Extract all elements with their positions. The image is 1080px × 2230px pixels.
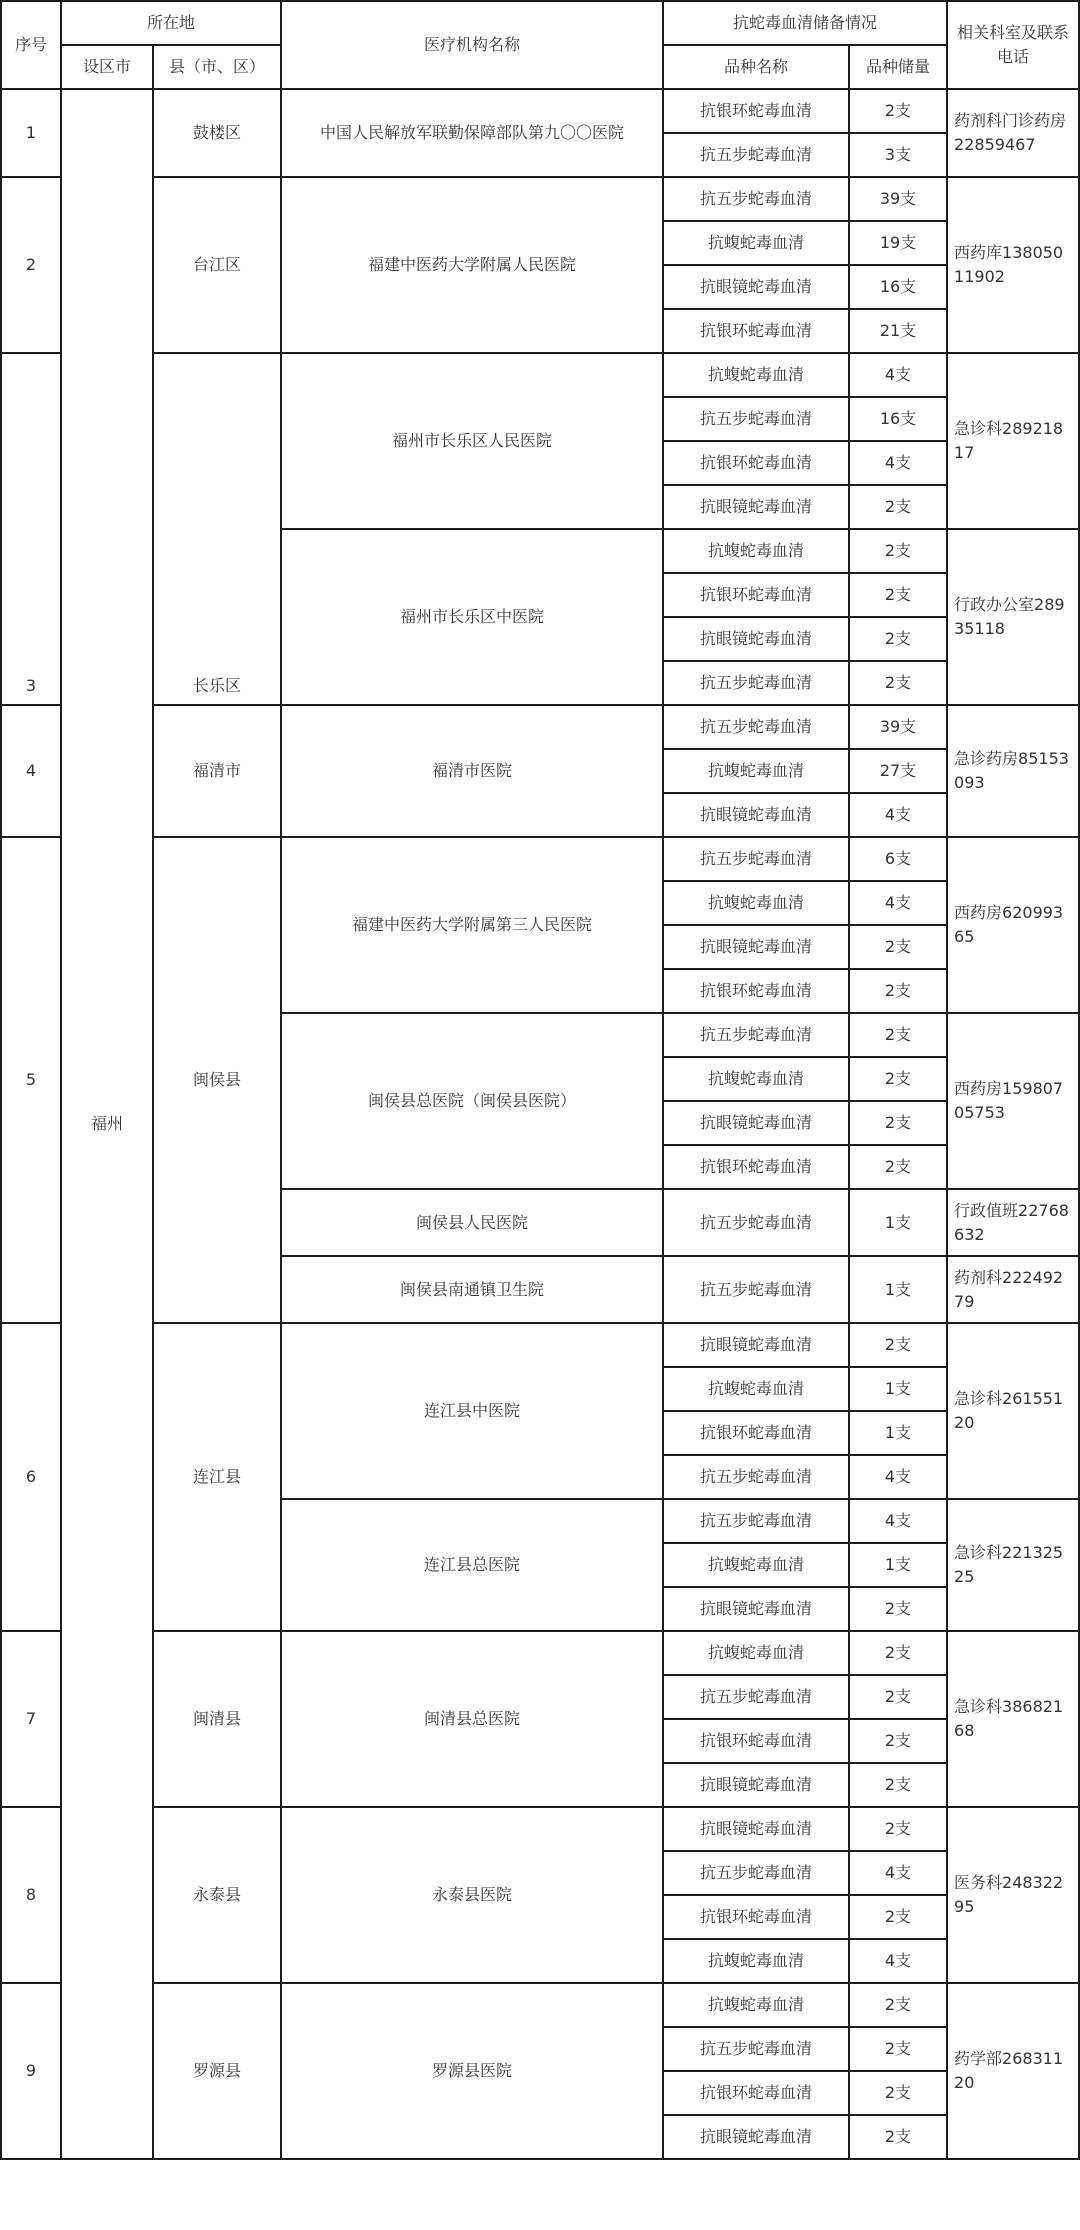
variety-cell: 抗蝮蛇毒血清: [663, 749, 849, 793]
variety-cell: 抗眼镜蛇毒血清: [663, 1807, 849, 1851]
quantity-cell: 4支: [849, 353, 947, 397]
variety-cell: 抗五步蛇毒血清: [663, 177, 849, 221]
quantity-cell: 2支: [849, 925, 947, 969]
header-row-1: [1, 1, 1079, 45]
county-cell: 台江区: [153, 177, 281, 353]
quantity-cell: 2支: [849, 1323, 947, 1367]
table-row: [1, 177, 1079, 221]
variety-cell: 抗蝮蛇毒血清: [663, 221, 849, 265]
contact-cell: 药剂科门诊药房22859467: [947, 89, 1079, 177]
hospital-name: 连江县中医院: [281, 1323, 663, 1499]
variety-cell: 抗眼镜蛇毒血清: [663, 1587, 849, 1631]
quantity-cell: 2支: [849, 573, 947, 617]
variety-cell: 抗蝮蛇毒血清: [663, 1983, 849, 2027]
hospital-name: 连江县总医院: [281, 1499, 663, 1631]
quantity-cell: 2支: [849, 2115, 947, 2159]
header-institution: 医疗机构名称: [281, 1, 663, 89]
contact-cell: 急诊科28921817: [947, 353, 1079, 529]
quantity-cell: 4支: [849, 1939, 947, 1983]
variety-cell: 抗眼镜蛇毒血清: [663, 793, 849, 837]
county-cell: 闽侯县: [153, 837, 281, 1323]
variety-cell: 抗眼镜蛇毒血清: [663, 617, 849, 661]
variety-cell: 抗蝮蛇毒血清: [663, 881, 849, 925]
quantity-cell: 21支: [849, 309, 947, 353]
quantity-cell: 1支: [849, 1189, 947, 1256]
hospital-name: 闽侯县人民医院: [281, 1189, 663, 1256]
quantity-cell: 2支: [849, 1057, 947, 1101]
county-cell: 连江县: [153, 1323, 281, 1631]
quantity-cell: 2支: [849, 661, 947, 705]
hospital-name: 福州市长乐区人民医院: [281, 353, 663, 529]
variety-cell: 抗五步蛇毒血清: [663, 397, 849, 441]
variety-cell: 抗五步蛇毒血清: [663, 705, 849, 749]
header-contact: 相关科室及联系电话: [947, 1, 1079, 89]
seq-cell: 7: [1, 1631, 61, 1807]
table-row: [1, 1983, 1079, 2027]
quantity-cell: 4支: [849, 1455, 947, 1499]
contact-cell: 西药房62099365: [947, 837, 1079, 1013]
header-quantity: 品种储量: [849, 45, 947, 89]
seq-cell: 4: [1, 705, 61, 837]
quantity-cell: 19支: [849, 221, 947, 265]
contact-cell: 西药房15980705753: [947, 1013, 1079, 1189]
quantity-cell: 2支: [849, 529, 947, 573]
contact-cell: 药学部26831120: [947, 1983, 1079, 2159]
header-variety: 品种名称: [663, 45, 849, 89]
county-cell: 福清市: [153, 705, 281, 837]
seq-cell: 8: [1, 1807, 61, 1983]
seq-cell: 9: [1, 1983, 61, 2159]
hospital-name: 闽侯县南通镇卫生院: [281, 1256, 663, 1323]
quantity-cell: 4支: [849, 793, 947, 837]
quantity-cell: 2支: [849, 1013, 947, 1057]
quantity-cell: 16支: [849, 265, 947, 309]
quantity-cell: 1支: [849, 1256, 947, 1323]
seq-cell: 1: [1, 89, 61, 177]
variety-cell: 抗五步蛇毒血清: [663, 133, 849, 177]
variety-cell: 抗银环蛇毒血清: [663, 1145, 849, 1189]
contact-cell: 西药库13805011902: [947, 177, 1079, 353]
variety-cell: 抗眼镜蛇毒血清: [663, 2115, 849, 2159]
variety-cell: 抗银环蛇毒血清: [663, 1411, 849, 1455]
hospital-name: 闽侯县总医院（闽侯县医院）: [281, 1013, 663, 1189]
variety-cell: 抗五步蛇毒血清: [663, 1189, 849, 1256]
variety-cell: 抗眼镜蛇毒血清: [663, 925, 849, 969]
table-row: [1, 1323, 1079, 1367]
variety-cell: 抗银环蛇毒血清: [663, 969, 849, 1013]
quantity-cell: 2支: [849, 1675, 947, 1719]
quantity-cell: 2支: [849, 2071, 947, 2115]
quantity-cell: 4支: [849, 881, 947, 925]
table-row: [1, 1631, 1079, 1675]
quantity-cell: 2支: [849, 1763, 947, 1807]
quantity-cell: 1支: [849, 1411, 947, 1455]
quantity-cell: 4支: [849, 441, 947, 485]
contact-cell: 行政办公室28935118: [947, 529, 1079, 705]
table-row: [1, 89, 1079, 133]
table-row: [1, 705, 1079, 749]
quantity-cell: 2支: [849, 1983, 947, 2027]
quantity-cell: 2支: [849, 1895, 947, 1939]
city-cell: 福州: [61, 89, 153, 2159]
contact-cell: 医务科24832295: [947, 1807, 1079, 1983]
quantity-cell: 2支: [849, 485, 947, 529]
variety-cell: 抗五步蛇毒血清: [663, 2027, 849, 2071]
county-cell: 闽清县: [153, 1631, 281, 1807]
variety-cell: 抗蝮蛇毒血清: [663, 1057, 849, 1101]
quantity-cell: 2支: [849, 1807, 947, 1851]
quantity-cell: 16支: [849, 397, 947, 441]
hospital-name: 福建中医药大学附属人民医院: [281, 177, 663, 353]
variety-cell: 抗银环蛇毒血清: [663, 573, 849, 617]
county-cell: 罗源县: [153, 1983, 281, 2159]
quantity-cell: 4支: [849, 1851, 947, 1895]
quantity-cell: 4支: [849, 1499, 947, 1543]
quantity-cell: 27支: [849, 749, 947, 793]
hospital-name: 罗源县医院: [281, 1983, 663, 2159]
table-row: [1, 353, 1079, 397]
quantity-cell: 2支: [849, 1719, 947, 1763]
header-city: 设区市: [61, 45, 153, 89]
quantity-cell: 2支: [849, 1101, 947, 1145]
header-county: 县（市、区）: [153, 45, 281, 89]
county-cell: 永泰县: [153, 1807, 281, 1983]
variety-cell: 抗蝮蛇毒血清: [663, 529, 849, 573]
contact-cell: 急诊科38682168: [947, 1631, 1079, 1807]
quantity-cell: 2支: [849, 617, 947, 661]
variety-cell: 抗五步蛇毒血清: [663, 1013, 849, 1057]
hospital-name: 福清市医院: [281, 705, 663, 837]
quantity-cell: 2支: [849, 89, 947, 133]
seq-cell: 6: [1, 1323, 61, 1631]
variety-cell: 抗银环蛇毒血清: [663, 441, 849, 485]
variety-cell: 抗五步蛇毒血清: [663, 1675, 849, 1719]
county-cell: 长乐区: [153, 353, 281, 705]
seq-cell: 2: [1, 177, 61, 353]
quantity-cell: 2支: [849, 1631, 947, 1675]
quantity-cell: 2支: [849, 1587, 947, 1631]
quantity-cell: 39支: [849, 177, 947, 221]
contact-cell: 急诊药房85153093: [947, 705, 1079, 837]
variety-cell: 抗眼镜蛇毒血清: [663, 265, 849, 309]
header-location: 所在地: [61, 1, 281, 45]
header-stock: 抗蛇毒血清储备情况: [663, 1, 947, 45]
hospital-name: 永泰县医院: [281, 1807, 663, 1983]
contact-cell: 行政值班22768632: [947, 1189, 1079, 1256]
quantity-cell: 39支: [849, 705, 947, 749]
quantity-cell: 3支: [849, 133, 947, 177]
contact-cell: 急诊科22132525: [947, 1499, 1079, 1631]
table-row: [1, 1807, 1079, 1851]
quantity-cell: 6支: [849, 837, 947, 881]
quantity-cell: 2支: [849, 2027, 947, 2071]
table-row: [1, 837, 1079, 881]
hospital-name: 闽清县总医院: [281, 1631, 663, 1807]
contact-cell: 药剂科22249279: [947, 1256, 1079, 1323]
quantity-cell: 1支: [849, 1367, 947, 1411]
variety-cell: 抗蝮蛇毒血清: [663, 1631, 849, 1675]
variety-cell: 抗眼镜蛇毒血清: [663, 1101, 849, 1145]
variety-cell: 抗银环蛇毒血清: [663, 89, 849, 133]
quantity-cell: 1支: [849, 1543, 947, 1587]
contact-cell: 急诊科26155120: [947, 1323, 1079, 1499]
variety-cell: 抗眼镜蛇毒血清: [663, 1763, 849, 1807]
variety-cell: 抗五步蛇毒血清: [663, 1851, 849, 1895]
quantity-cell: 2支: [849, 1145, 947, 1189]
variety-cell: 抗蝮蛇毒血清: [663, 1939, 849, 1983]
county-cell: 鼓楼区: [153, 89, 281, 177]
hospital-name: 中国人民解放军联勤保障部队第九〇〇医院: [281, 89, 663, 177]
variety-cell: 抗五步蛇毒血清: [663, 1256, 849, 1323]
hospital-name: 福州市长乐区中医院: [281, 529, 663, 705]
variety-cell: 抗五步蛇毒血清: [663, 661, 849, 705]
seq-cell: 5: [1, 837, 61, 1323]
variety-cell: 抗蝮蛇毒血清: [663, 1543, 849, 1587]
variety-cell: 抗银环蛇毒血清: [663, 1719, 849, 1763]
quantity-cell: 2支: [849, 969, 947, 1013]
variety-cell: 抗眼镜蛇毒血清: [663, 1323, 849, 1367]
variety-cell: 抗银环蛇毒血清: [663, 309, 849, 353]
header-seq: 序号: [1, 1, 61, 89]
hospital-name: 福建中医药大学附属第三人民医院: [281, 837, 663, 1013]
variety-cell: 抗眼镜蛇毒血清: [663, 485, 849, 529]
variety-cell: 抗蝮蛇毒血清: [663, 353, 849, 397]
seq-cell: 3: [1, 353, 61, 705]
variety-cell: 抗五步蛇毒血清: [663, 1455, 849, 1499]
variety-cell: 抗五步蛇毒血清: [663, 837, 849, 881]
variety-cell: 抗银环蛇毒血清: [663, 2071, 849, 2115]
variety-cell: 抗蝮蛇毒血清: [663, 1367, 849, 1411]
variety-cell: 抗银环蛇毒血清: [663, 1895, 849, 1939]
variety-cell: 抗五步蛇毒血清: [663, 1499, 849, 1543]
